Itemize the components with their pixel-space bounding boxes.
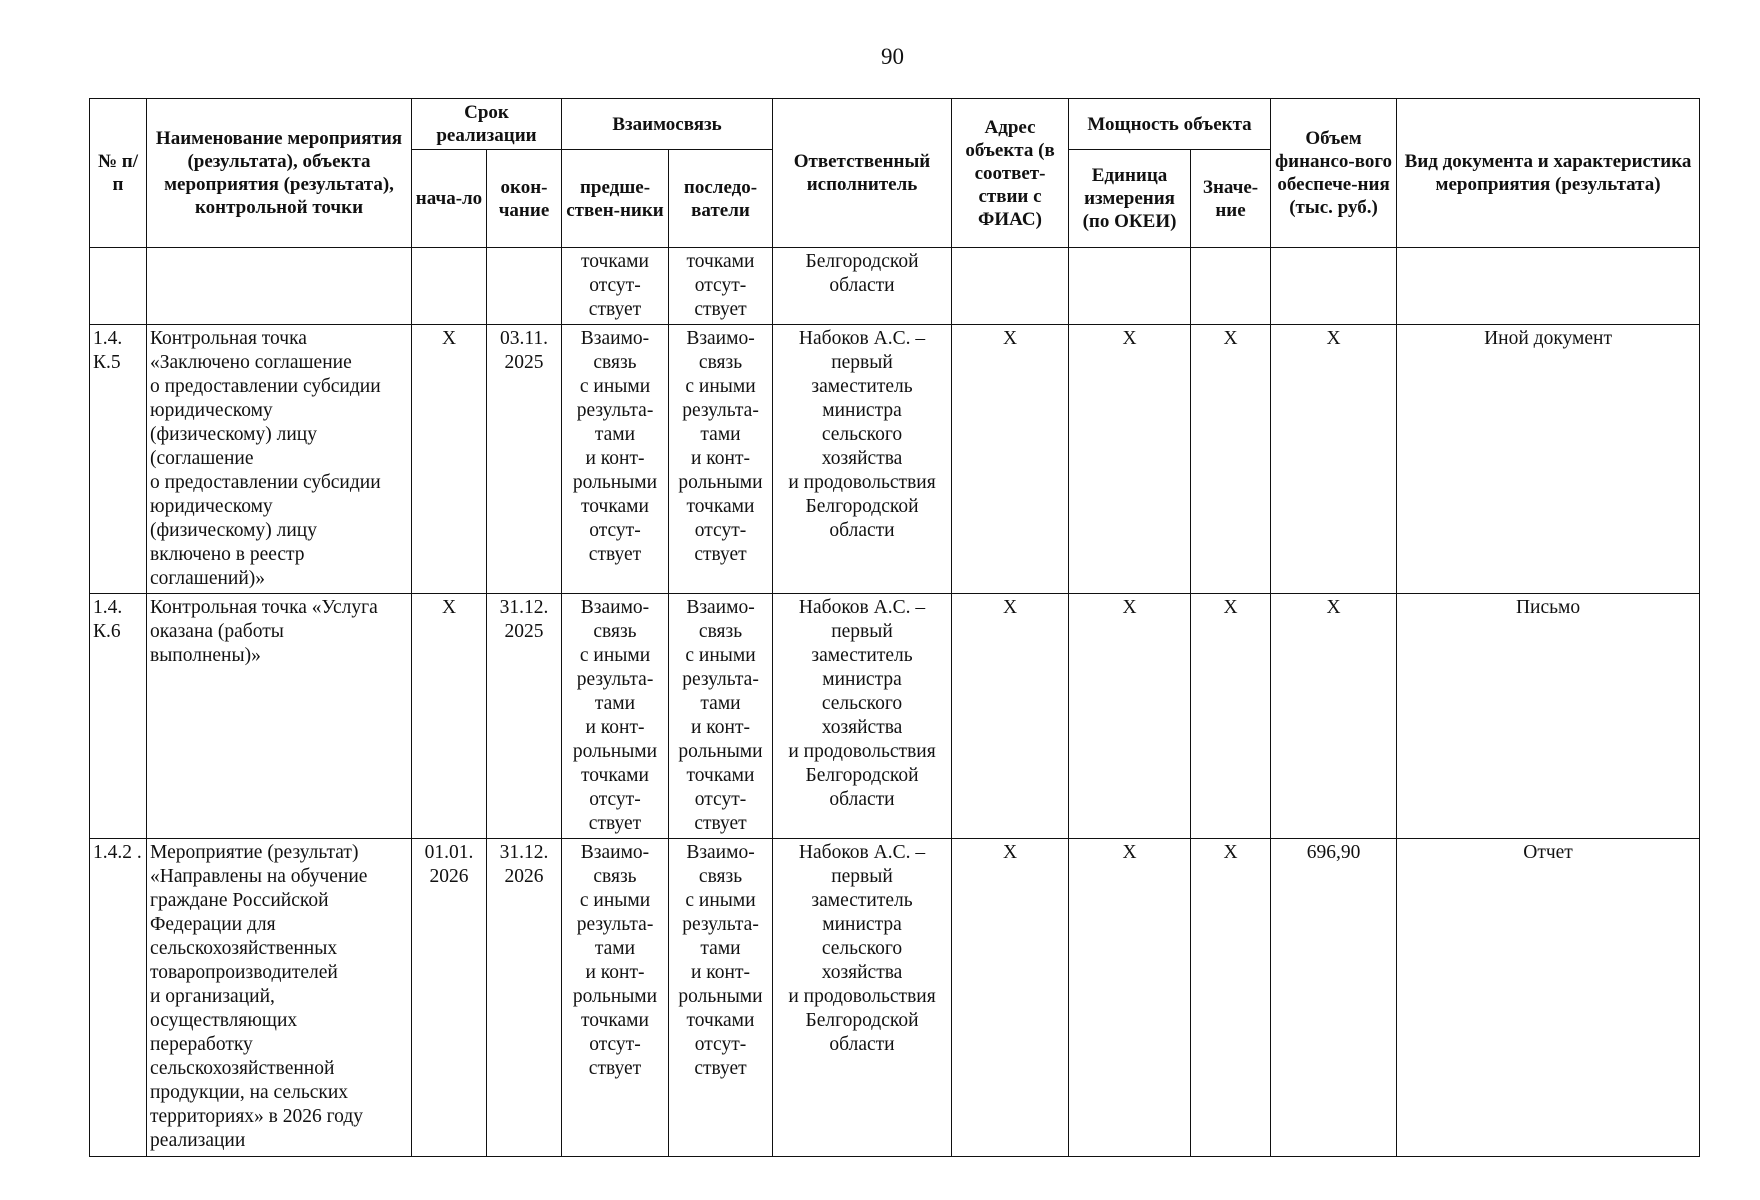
cell-predecessors-line: ствует <box>588 299 642 320</box>
cell-responsible-line: Набоков А.С. – <box>798 597 926 618</box>
cell-predecessors-line: Взаимо- <box>580 328 650 349</box>
cell-successors-line: с иными <box>685 376 756 397</box>
cell-successors-line: с иными <box>685 890 756 911</box>
cell-predecessors-line: с иными <box>579 645 651 666</box>
cell-name-line: Контрольная точка <box>150 328 307 349</box>
cell-responsible-line: сельского <box>821 938 903 959</box>
cell-name-line: юридическому <box>150 496 273 517</box>
cell-value: X <box>1191 839 1271 1157</box>
cell-doc-type: Иной документ <box>1397 325 1700 594</box>
cell-predecessors-line: отсут- <box>589 1034 641 1055</box>
cell-value <box>1191 248 1271 325</box>
cell-responsible-line: области <box>829 275 895 296</box>
cell-successors-line: рольными <box>678 472 763 493</box>
cell-responsible-line: заместитель <box>811 645 913 666</box>
cell-name-line: «Заключено соглашение <box>150 352 352 373</box>
cell-predecessors-line: отсут- <box>589 275 641 296</box>
cell-predecessors-line: точками <box>581 251 649 272</box>
cell-successors-line: с иными <box>685 645 756 666</box>
cell-successors-line: точками <box>686 765 755 786</box>
cell-successors-line: Взаимо- <box>686 842 755 863</box>
cell-predecessors <box>562 839 669 1157</box>
cell-responsible <box>773 325 952 594</box>
cell-responsible-line: министра <box>822 914 902 935</box>
cell-finance: X <box>1271 594 1397 839</box>
header-responsible: Ответственный исполнитель <box>773 99 952 248</box>
cell-name <box>147 248 412 325</box>
cell-end: 31.12. 2025 <box>487 594 562 839</box>
cell-responsible-line: и продовольствия <box>788 741 936 762</box>
cell-name-line: (физическому) лицу <box>150 520 317 541</box>
cell-num <box>90 248 147 325</box>
cell-name-line: продукции, на сельских <box>150 1082 349 1103</box>
cell-predecessors-line: связь <box>593 866 637 887</box>
cell-name-line: Мероприятие (результат) <box>150 842 359 863</box>
cell-successors-line: отсут- <box>694 520 747 541</box>
cell-predecessors-line: с иными <box>579 376 651 397</box>
cell-successors-line: связь <box>698 621 743 642</box>
cell-start: X <box>412 325 487 594</box>
header-capacity: Мощность объекта <box>1069 99 1271 150</box>
cell-doc-type: Письмо <box>1397 594 1700 839</box>
activities-table <box>89 98 1700 1157</box>
header-num: № п/п <box>90 99 147 248</box>
cell-predecessors-line: отсут- <box>589 789 641 810</box>
header-relation: Взаимосвязь <box>562 99 773 150</box>
header-doc-type: Вид документа и характеристика мероприятия (результата) <box>1397 99 1700 248</box>
cell-successors-line: ствует <box>694 544 747 565</box>
cell-name-line: «Направлены на обучение <box>150 866 368 887</box>
cell-name-line: переработку <box>150 1034 253 1055</box>
cell-successors-line: связь <box>698 352 743 373</box>
header-name: Наименование мероприятия (результата), объекта мероприятия (результата), контрольной точки <box>147 99 412 248</box>
cell-predecessors-line: результа- <box>576 669 654 690</box>
cell-doc-type <box>1397 248 1700 325</box>
header-finance: Объем финансо-вого обеспече-ния (тыс. руб.) <box>1271 99 1397 248</box>
cell-name-line: соглашений)» <box>150 568 266 589</box>
cell-name-line: граждане Российской <box>150 890 329 911</box>
cell-name-line: товаропроизводителей <box>150 962 338 983</box>
cell-successors-line: результа- <box>682 669 759 690</box>
cell-responsible-line: первый <box>831 866 893 887</box>
cell-successors-line: ствует <box>694 813 747 834</box>
cell-name-line: реализации <box>150 1130 246 1151</box>
cell-responsible-line: Набоков А.С. – <box>798 328 926 349</box>
cell-successors-line: рольными <box>678 741 763 762</box>
cell-finance: 696,90 <box>1271 839 1397 1157</box>
cell-num: 1.4.2 . <box>90 839 147 1157</box>
cell-name-line: (соглашение <box>150 448 254 469</box>
cell-successors-line: и конт- <box>691 448 750 469</box>
cell-finance: X <box>1271 325 1397 594</box>
cell-end <box>487 248 562 325</box>
cell-successors-line: точками <box>686 1010 755 1031</box>
cell-unit <box>1069 248 1191 325</box>
cell-name-line: и организаций, <box>150 986 275 1007</box>
cell-predecessors-line: ствует <box>588 813 642 834</box>
cell-responsible-line: и продовольствия <box>788 472 936 493</box>
cell-successors-line: результа- <box>682 914 759 935</box>
header-unit: Единица измерения (по ОКЕИ) <box>1069 150 1191 248</box>
cell-predecessors-line: связь <box>593 352 637 373</box>
cell-responsible-line: первый <box>831 352 893 373</box>
cell-value: X <box>1191 594 1271 839</box>
cell-predecessors-line: отсут- <box>589 520 641 541</box>
cell-predecessors-line: с иными <box>579 890 651 911</box>
cell-successors <box>669 325 773 594</box>
cell-predecessors-line: и конт- <box>585 448 645 469</box>
cell-address: X <box>952 839 1069 1157</box>
cell-responsible-line: первый <box>831 621 893 642</box>
cell-successors-line: точками <box>686 496 755 517</box>
cell-successors-line: тами <box>700 693 741 714</box>
cell-predecessors-line: и конт- <box>585 717 645 738</box>
cell-responsible-line: хозяйства <box>821 962 903 983</box>
cell-name <box>147 839 412 1157</box>
cell-predecessors-line: ствует <box>588 1058 642 1079</box>
cell-responsible-line: Белгородской <box>805 251 919 272</box>
cell-successors <box>669 839 773 1157</box>
cell-predecessors-line: результа- <box>576 914 654 935</box>
cell-responsible-line: министра <box>822 669 902 690</box>
cell-name-line: о предоставлении субсидии <box>150 472 381 493</box>
cell-predecessors <box>562 248 669 325</box>
cell-address <box>952 248 1069 325</box>
cell-responsible-line: и продовольствия <box>788 986 936 1007</box>
cell-responsible-line: Белгородской <box>805 765 919 786</box>
cell-successors-line: отсут- <box>694 1034 747 1055</box>
cell-predecessors-line: Взаимо- <box>580 597 650 618</box>
cell-successors-line: ствует <box>694 299 747 320</box>
cell-start: X <box>412 594 487 839</box>
cell-predecessors-line: точками <box>581 1010 649 1031</box>
cell-successors-line: и конт- <box>691 962 750 983</box>
cell-predecessors-line: рольными <box>572 741 658 762</box>
cell-responsible-line: заместитель <box>811 376 913 397</box>
cell-predecessors-line: точками <box>581 496 649 517</box>
cell-num: 1.4. К.5 <box>90 325 147 594</box>
cell-responsible-line: хозяйства <box>821 717 903 738</box>
cell-address: X <box>952 325 1069 594</box>
cell-end: 31.12. 2026 <box>487 839 562 1157</box>
cell-successors-line: ствует <box>694 1058 747 1079</box>
header-address: Адрес объекта (в соответ-ствии с ФИАС) <box>952 99 1069 248</box>
page-number: 90 <box>881 44 904 69</box>
cell-name-line: территориях» в 2026 году <box>150 1106 363 1127</box>
cell-responsible <box>773 248 952 325</box>
cell-unit: X <box>1069 839 1191 1157</box>
cell-successors-line: точками <box>686 251 755 272</box>
cell-responsible <box>773 594 952 839</box>
cell-predecessors-line: тами <box>594 938 636 959</box>
cell-name-line: (физическому) лицу <box>150 424 317 445</box>
cell-name-line: оказана (работы <box>150 621 284 642</box>
cell-name <box>147 594 412 839</box>
cell-successors <box>669 594 773 839</box>
cell-successors-line: Взаимо- <box>686 328 755 349</box>
cell-predecessors <box>562 594 669 839</box>
cell-predecessors-line: ствует <box>588 544 642 565</box>
cell-name-line: юридическому <box>150 400 273 421</box>
table-row <box>90 594 1700 839</box>
cell-name-line: выполнены)» <box>150 645 261 666</box>
header-successors: последо-ватели <box>669 150 773 248</box>
cell-name-line: о предоставлении субсидии <box>150 376 381 397</box>
cell-responsible <box>773 839 952 1157</box>
cell-predecessors-line: результа- <box>576 400 654 421</box>
cell-value: X <box>1191 325 1271 594</box>
cell-predecessors <box>562 325 669 594</box>
cell-doc-type: Отчет <box>1397 839 1700 1157</box>
cell-finance <box>1271 248 1397 325</box>
cell-start <box>412 248 487 325</box>
table-row <box>90 248 1700 325</box>
cell-responsible-line: сельского <box>821 424 903 445</box>
cell-end: 03.11. 2025 <box>487 325 562 594</box>
cell-responsible-line: Белгородской <box>805 496 919 517</box>
table-row <box>90 325 1700 594</box>
cell-successors-line: отсут- <box>694 275 747 296</box>
cell-unit: X <box>1069 594 1191 839</box>
cell-responsible-line: хозяйства <box>821 448 903 469</box>
cell-responsible-line: Белгородской <box>805 1010 919 1031</box>
header-term-start: нача-ло <box>412 150 487 248</box>
cell-name <box>147 325 412 594</box>
cell-successors-line: отсут- <box>694 789 747 810</box>
cell-predecessors-line: рольными <box>572 472 658 493</box>
cell-successors-line: тами <box>700 938 741 959</box>
cell-name-line: Контрольная точка «Услуга <box>150 597 378 618</box>
cell-num: 1.4. К.6 <box>90 594 147 839</box>
cell-predecessors-line: Взаимо- <box>580 842 650 863</box>
header-predecessors: предше-ствен-ники <box>562 150 669 248</box>
cell-predecessors-line: тами <box>594 424 636 445</box>
cell-successors-line: рольными <box>678 986 763 1007</box>
cell-successors-line: связь <box>698 866 743 887</box>
cell-predecessors-line: и конт- <box>585 962 645 983</box>
cell-start: 01.01. 2026 <box>412 839 487 1157</box>
cell-predecessors-line: тами <box>594 693 636 714</box>
cell-responsible-line: Набоков А.С. – <box>798 842 926 863</box>
cell-unit: X <box>1069 325 1191 594</box>
cell-name-line: сельскохозяйственных <box>150 938 338 959</box>
cell-successors-line: и конт- <box>691 717 750 738</box>
cell-responsible-line: министра <box>822 400 902 421</box>
cell-name-line: осуществляющих <box>150 1010 298 1031</box>
cell-responsible-line: сельского <box>821 693 903 714</box>
cell-successors-line: результа- <box>682 400 759 421</box>
cell-name-line: Федерации для <box>150 914 276 935</box>
cell-predecessors-line: точками <box>581 765 649 786</box>
header-term-end: окон-чание <box>487 150 562 248</box>
cell-responsible-line: области <box>829 520 895 541</box>
cell-successors <box>669 248 773 325</box>
cell-predecessors-line: рольными <box>572 986 658 1007</box>
table-row <box>90 839 1700 1157</box>
header-value: Значе-ние <box>1191 150 1271 248</box>
cell-successors-line: тами <box>700 424 741 445</box>
cell-responsible-line: области <box>829 1034 895 1055</box>
cell-responsible-line: области <box>829 789 895 810</box>
cell-successors-line: Взаимо- <box>686 597 755 618</box>
cell-predecessors-line: связь <box>593 621 637 642</box>
header-term: Срок реализации <box>412 99 562 150</box>
cell-address: X <box>952 594 1069 839</box>
cell-responsible-line: заместитель <box>811 890 913 911</box>
cell-name-line: включено в реестр <box>150 544 305 565</box>
cell-name-line: сельскохозяйственной <box>150 1058 335 1079</box>
